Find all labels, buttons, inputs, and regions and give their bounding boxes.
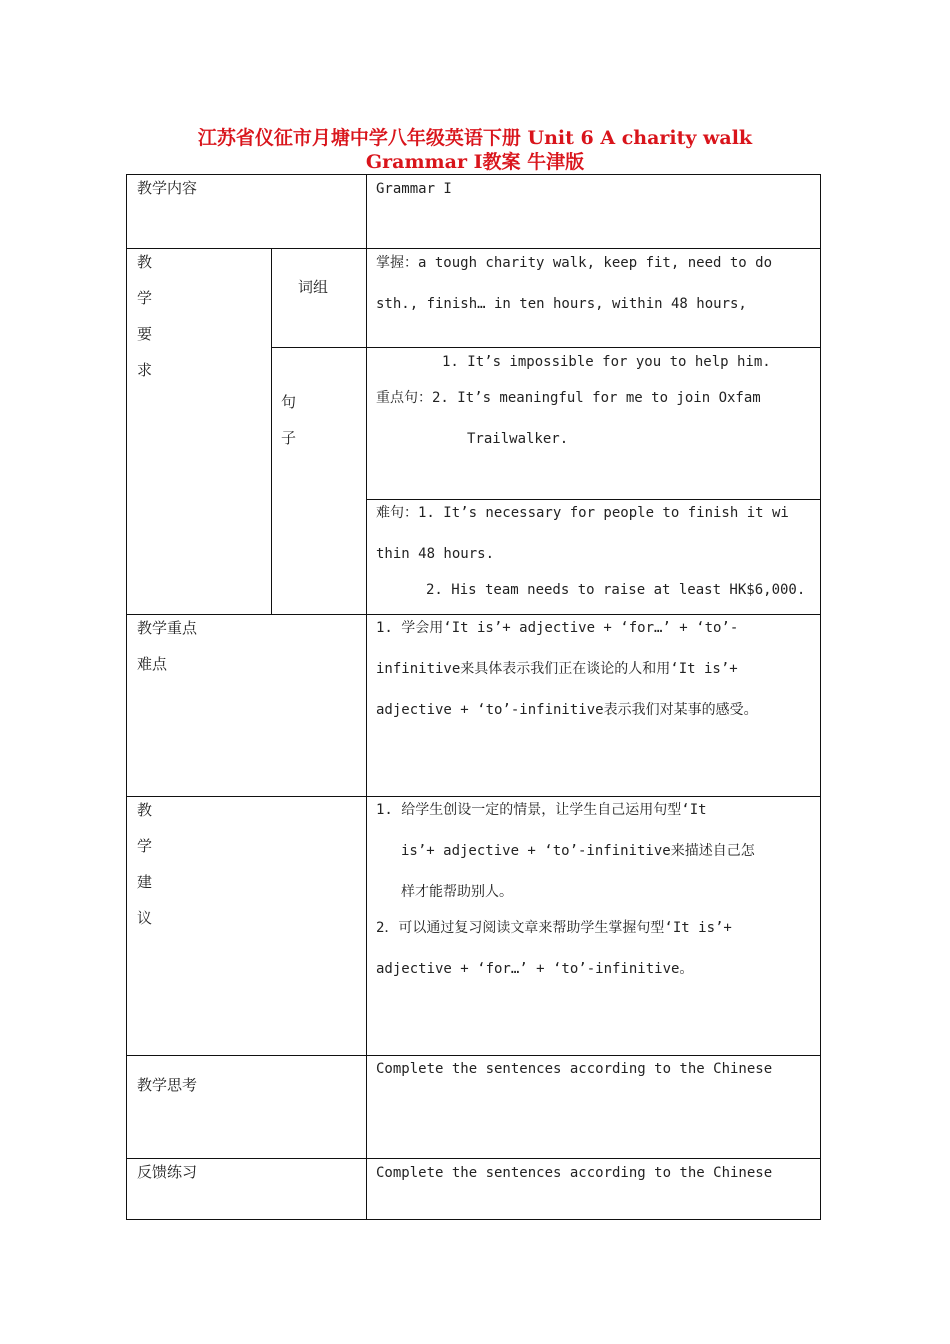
hard-sentence-2: 2. His team needs to raise at least HK$6,000. <box>426 582 806 598</box>
hard-sentence-1: 难句：1. It’s necessary for people to finish it wi <box>376 505 789 521</box>
focus-line-3: adjective + ‘to’-infinitive表示我们对某事的感受。 <box>376 702 758 718</box>
phrases-line-2: sth., finish… in ten hours, within 48 hours, <box>376 296 747 312</box>
key-sentence-2-cont: Trailwalker. <box>467 431 569 447</box>
suggestions-label: 教 学 建 议 <box>137 801 153 927</box>
feedback-value: Complete the sentences according to the Chinese <box>376 1165 773 1181</box>
hard-sentence-1-cont: thin 48 hours. <box>376 546 495 562</box>
focus-line-1: 1. 学会用‘It is’+ adjective + ‘for…’ + ‘to’- <box>376 620 739 636</box>
key-sentence-2: 重点句：2. It’s meaningful for me to join Oxfam <box>376 390 761 406</box>
focus-label-1: 教学重点 <box>137 619 198 637</box>
feedback-label: 反馈练习 <box>137 1163 198 1181</box>
suggestion-line-5: adjective + ‘for…’ + ‘to’-infinitive。 <box>376 961 694 977</box>
suggestion-line-2: is’+ adjective + ‘to’-infinitive来描述自己怎 <box>401 843 755 859</box>
reflection-label: 教学思考 <box>137 1076 198 1094</box>
key-sentence-1: 1. It’s impossible for you to help him. <box>442 354 771 370</box>
content-label: 教学内容 <box>137 179 198 197</box>
document-title-line-2: Grammar I教案 牛津版 <box>365 151 585 173</box>
content-value: Grammar I <box>376 181 452 197</box>
suggestion-line-1: 1. 给学生创设一定的情景，让学生自己运用句型‘It <box>376 802 707 818</box>
phrases-line-1: 掌握：a tough charity walk, keep fit, need to do <box>376 255 773 271</box>
focus-label-2: 难点 <box>137 655 168 673</box>
reflection-value: Complete the sentences according to the Chinese <box>376 1061 773 1077</box>
suggestion-line-4: 2．可以通过复习阅读文章来帮助学生掌握句型‘It is’+ <box>376 920 732 936</box>
document-title-line-1: 江苏省仪征市月塘中学八年级英语下册 Unit 6 A charity walk <box>197 127 753 149</box>
focus-line-2: infinitive来具体表示我们正在谈论的人和用‘It is’+ <box>376 661 738 677</box>
suggestion-line-3: 样才能帮助别人。 <box>401 884 513 900</box>
sentences-label: 句 子 <box>281 393 297 447</box>
requirements-label: 教 学 要 求 <box>137 253 153 379</box>
phrases-label: 词组 <box>298 278 329 296</box>
